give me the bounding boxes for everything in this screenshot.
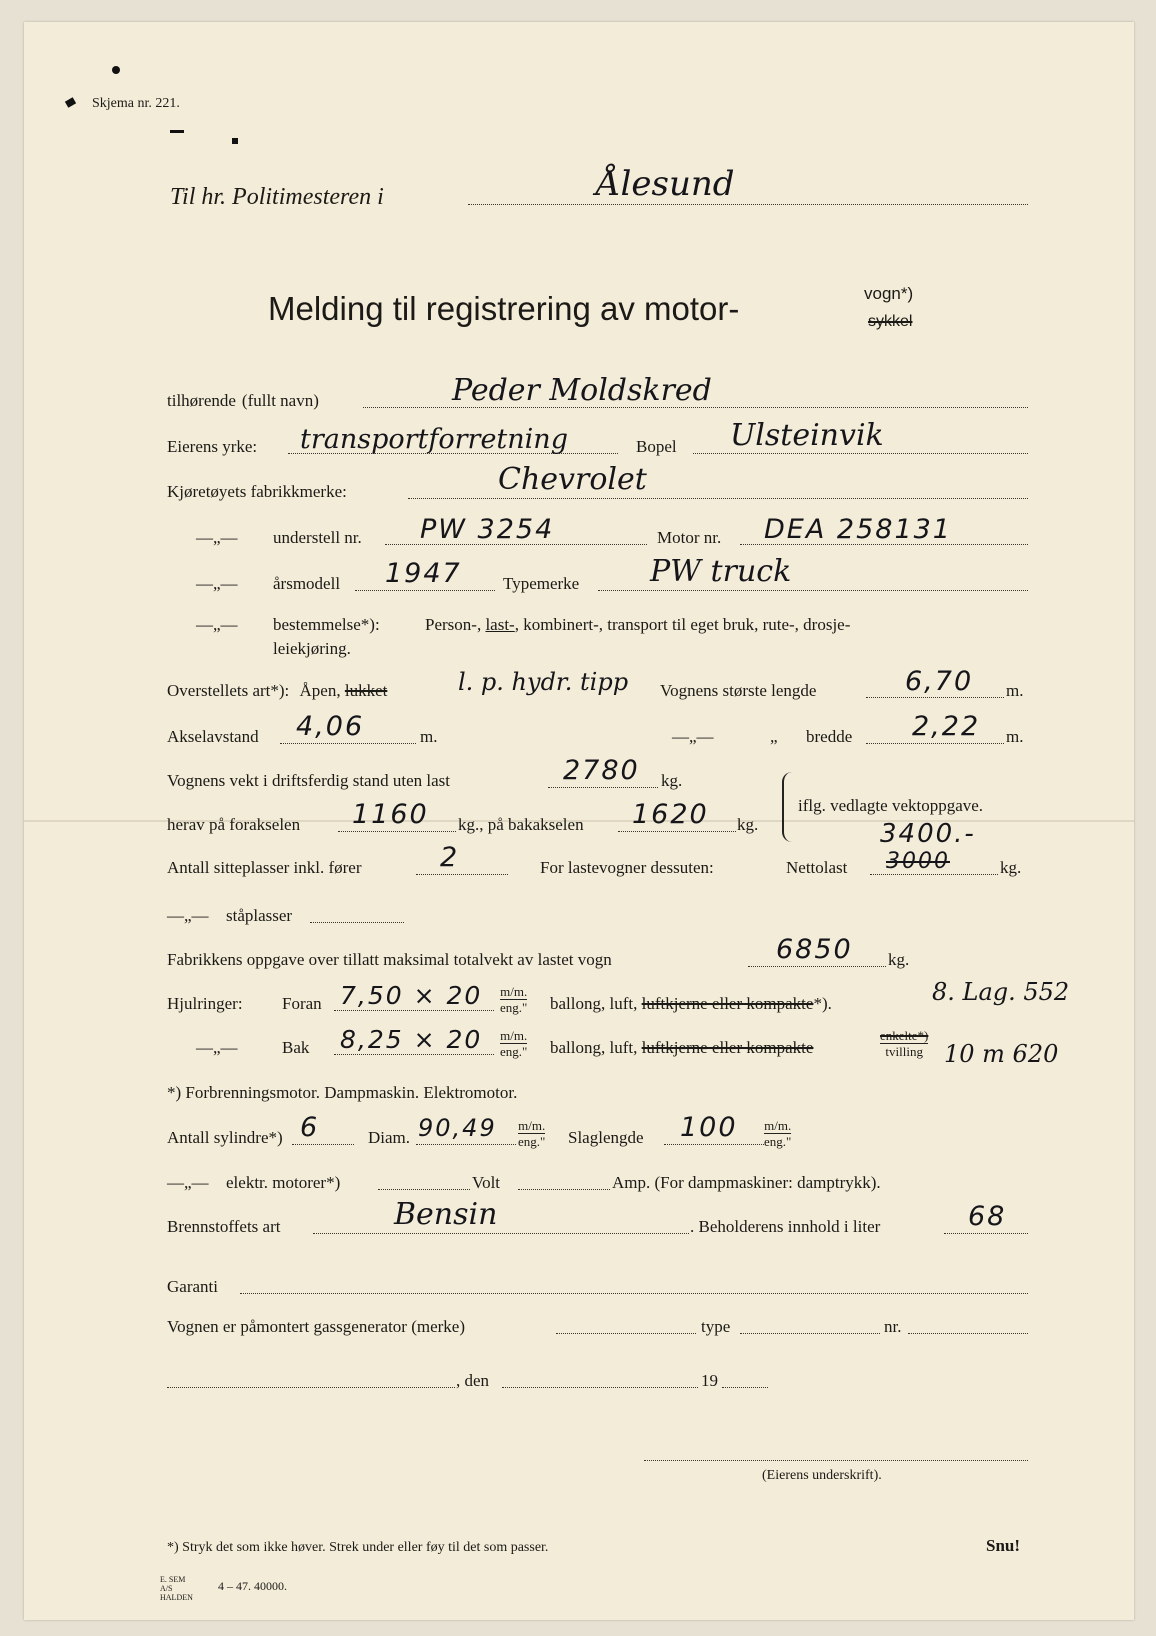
motor-label: Motor nr. (657, 528, 722, 547)
weight-note: iflg. vedlagte vektoppgave. (798, 796, 984, 815)
cargo-label: For lastevogner dessuten: (540, 858, 714, 877)
rear-tire-note: 10 m 620 (944, 1040, 1059, 1068)
schema-number: Skjema nr. 221. (92, 96, 180, 111)
make-line (408, 498, 1028, 499)
rear-axle-line (618, 831, 736, 832)
front-axle-label: herav på forakselen (167, 815, 301, 834)
wheelbase-label: Akselavstand (167, 727, 259, 746)
rear-axle-value: 1620 (632, 799, 709, 830)
length-value: 6,70 (905, 666, 974, 697)
make-value: Chevrolet (498, 462, 647, 497)
punch-mark (112, 66, 120, 74)
occupation-value: transportforretning (300, 424, 568, 455)
motor-value: DEA 258131 (764, 514, 952, 545)
addressee-value: Ålesund (596, 164, 735, 204)
owner-value: Peder Moldskred (452, 373, 712, 408)
weight-value: 2780 (563, 755, 640, 786)
stroke-label: Slaglengde (568, 1128, 644, 1147)
model-year-line (355, 590, 495, 591)
punch-mark (170, 130, 184, 133)
body-value: l. p. hydr. tipp (458, 668, 629, 696)
purpose-options: Person-, last-, kombinert-, transport til eget bruk, rute-, drosje- (425, 615, 851, 634)
body-label: Overstellets art*): Åpen, lukket (167, 681, 388, 700)
weight-line (548, 787, 658, 788)
ditto-mark: —„— (196, 528, 238, 547)
wheelbase-value: 4,06 (296, 711, 365, 742)
diam-value: 90,49 (418, 1114, 497, 1142)
front-axle-line (338, 831, 456, 832)
seats-line (416, 874, 508, 875)
tank-value: 68 (968, 1201, 1007, 1232)
gasgen-label: Vognen er påmontert gassgenerator (merke) (167, 1317, 466, 1336)
print-info: 4 – 47. 40000. (218, 1579, 287, 1593)
tank-line (944, 1233, 1028, 1234)
front-tire-value: 7,50 × 20 (340, 981, 483, 1010)
purpose-line2: leiekjøring. (273, 639, 351, 658)
rear-axle-label: kg., på bakakselen (458, 815, 584, 834)
ditto-mark: —„— (196, 574, 238, 593)
rear-tire-value: 8,25 × 20 (340, 1025, 483, 1054)
stroke-line (664, 1144, 764, 1145)
title-option-sykkel: sykkel (868, 313, 913, 330)
weight-brace (782, 772, 796, 842)
year-line (722, 1387, 768, 1388)
volt-label: Volt (472, 1173, 501, 1192)
type-value: PW truck (650, 554, 792, 589)
snu-label: Snu! (986, 1536, 1021, 1555)
unit-stack: m/m. eng." (500, 984, 528, 1015)
standing-line (310, 922, 404, 923)
model-year-value: 1947 (385, 558, 462, 589)
stroke-value: 100 (680, 1112, 738, 1143)
amp-label: Amp. (For dampmaskiner: damptrykk). (612, 1173, 881, 1192)
front-label: Foran (282, 994, 322, 1013)
unit-kg: kg. (888, 950, 910, 969)
length-label: Vognens største lengde (660, 681, 817, 700)
maxweight-label: Fabrikkens oppgave over tillatt maksimal totalvekt av lastet vogn (167, 950, 612, 969)
unit-kg: kg. (1000, 858, 1022, 877)
unit-m: m. (420, 727, 438, 746)
purpose-label: bestemmelse*): (273, 615, 380, 634)
model-year-label: årsmodell (273, 574, 341, 593)
gasgen-type-label: type (701, 1317, 731, 1336)
date-line (502, 1387, 698, 1388)
rear-label: Bak (282, 1038, 310, 1057)
gasgen-line (556, 1333, 696, 1334)
unit-stack: m/m. eng." (764, 1118, 792, 1149)
date-den: , den (456, 1371, 490, 1390)
unit-stack: m/m. eng." (500, 1028, 528, 1059)
ditto-mark: —„— (167, 906, 209, 925)
width-quote: „ (770, 727, 778, 746)
residence-line (693, 453, 1028, 454)
addressee-line (468, 204, 1028, 205)
engine-types: *) Forbrenningsmotor. Dampmaskin. Elektromotor. (167, 1083, 518, 1102)
ditto-mark: —„— (196, 1038, 238, 1057)
maxweight-line (748, 966, 886, 967)
printer-mark: E. SEM A/S HALDEN (160, 1575, 193, 1602)
width-line (866, 743, 1004, 744)
addressee-label: Til hr. Politimesteren i (170, 184, 384, 210)
width-value: 2,22 (912, 711, 981, 742)
tank-label: . Beholderens innhold i liter (690, 1217, 881, 1236)
front-axle-value: 1160 (352, 799, 429, 830)
signature-line (644, 1460, 1028, 1461)
rear-tire-type: ballong, luft, luftkjerne eller kompakte (550, 1038, 814, 1057)
single-twin-stack: enkelte*) tvilling (880, 1028, 929, 1059)
chassis-label: understell nr. (273, 528, 362, 547)
cylinders-label: Antall sylindre*) (167, 1128, 283, 1147)
cylinders-line (292, 1144, 354, 1145)
type-label: Typemerke (503, 574, 580, 593)
unit-m: m. (1006, 727, 1024, 746)
netload-new-value: 3400.- (880, 819, 976, 849)
gasgen-type-line (740, 1333, 880, 1334)
tires-label: Hjulringer: (167, 994, 243, 1013)
electric-label: elektr. motorer*) (226, 1173, 341, 1192)
front-tire-type: ballong, luft, luftkjerne eller kompakte*). (550, 994, 832, 1013)
electric-line (378, 1189, 470, 1190)
maxweight-value: 6850 (776, 934, 853, 965)
type-line (598, 590, 1028, 591)
seats-value: 2 (440, 842, 460, 873)
residence-label: Bopel (636, 437, 677, 456)
date-year: 19 (701, 1371, 718, 1390)
weight-label: Vognens vekt i driftsferdig stand uten last (167, 771, 450, 790)
diam-label: Diam. (368, 1128, 411, 1147)
owner-label: tilhørende (fullt navn) (167, 391, 319, 410)
residence-value: Ulsteinvik (730, 418, 884, 453)
title-option-vogn: vogn*) (864, 284, 914, 303)
make-label: Kjøretøyets fabrikkmerke: (167, 482, 347, 501)
front-tire-note: 8. Lag. 552 (932, 978, 1070, 1006)
fuel-line (313, 1233, 689, 1234)
signature-label: (Eierens underskrift). (762, 1468, 882, 1483)
ditto-mark: —„— (672, 727, 714, 746)
unit-kg: kg. (661, 771, 683, 790)
place-line (167, 1387, 455, 1388)
unit-stack: m/m. eng." (518, 1118, 546, 1149)
unit-kg: kg. (737, 815, 759, 834)
warranty-line (240, 1293, 1028, 1294)
netload-old-value: 3000 (886, 849, 950, 874)
punch-mark (232, 138, 238, 144)
seats-label: Antall sitteplasser inkl. fører (167, 858, 362, 877)
form-title: Melding til registrering av motor- (268, 290, 740, 327)
ditto-mark: —„— (196, 615, 238, 634)
chassis-value: PW 3254 (420, 514, 555, 545)
gasgen-nr-line (908, 1333, 1028, 1334)
volt-line (518, 1189, 610, 1190)
cylinders-value: 6 (300, 1112, 320, 1143)
ditto-mark: —„— (167, 1173, 209, 1192)
warranty-label: Garanti (167, 1277, 218, 1296)
unit-m: m. (1006, 681, 1024, 700)
netload-label: Nettolast (786, 858, 848, 877)
fuel-label: Brennstoffets art (167, 1217, 281, 1236)
standing-label: ståplasser (226, 906, 293, 925)
footer-note: *) Stryk det som ikke høver. Strek under eller føy til det som passer. (167, 1540, 549, 1555)
gasgen-nr-label: nr. (884, 1317, 902, 1336)
occupation-label: Eierens yrke: (167, 437, 258, 456)
diam-line (416, 1144, 516, 1145)
wheelbase-line (280, 743, 416, 744)
width-label: bredde (806, 727, 853, 746)
fuel-value: Bensin (394, 1197, 498, 1232)
